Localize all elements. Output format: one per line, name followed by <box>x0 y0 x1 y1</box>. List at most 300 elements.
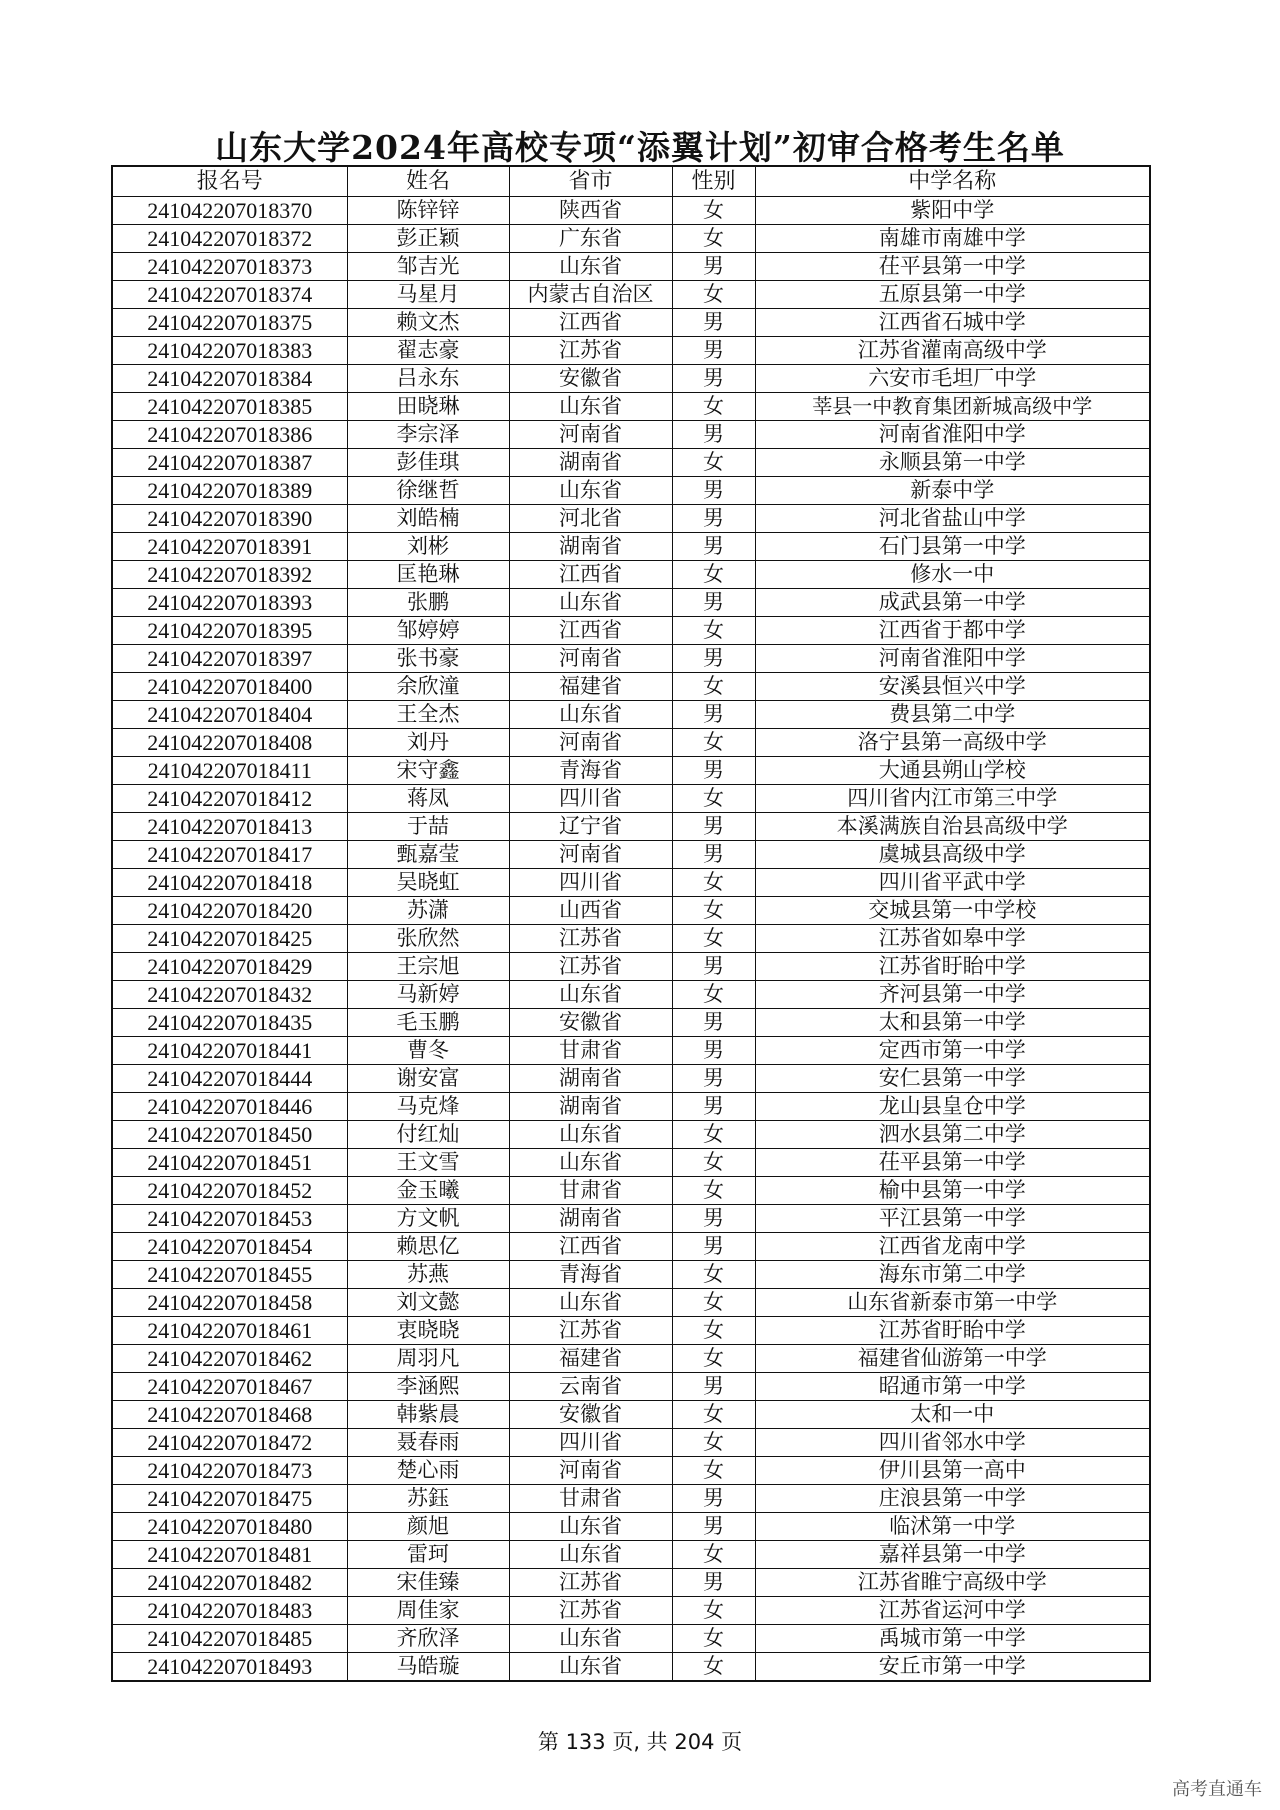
table-row <box>112 785 1150 813</box>
province-cell: 湖南省 <box>509 1065 672 1093</box>
gender-cell: 男 <box>672 813 755 841</box>
province-cell: 甘肃省 <box>509 1177 672 1205</box>
name-cell: 刘文懿 <box>347 1289 509 1317</box>
province-cell: 湖南省 <box>509 1093 672 1121</box>
table-row <box>112 337 1150 365</box>
gender-cell: 男 <box>672 477 755 505</box>
name-cell: 刘丹 <box>347 729 509 757</box>
school-cell: 紫阳中学 <box>755 197 1150 225</box>
table-row <box>112 1569 1150 1597</box>
school-cell: 洛宁县第一高级中学 <box>755 729 1150 757</box>
name-cell: 谢安富 <box>347 1065 509 1093</box>
province-cell: 山东省 <box>509 589 672 617</box>
registration-number-cell: 241042207018432 <box>112 981 347 1009</box>
registration-number-cell: 241042207018408 <box>112 729 347 757</box>
province-cell: 安徽省 <box>509 1009 672 1037</box>
name-cell: 甄嘉莹 <box>347 841 509 869</box>
gender-cell: 男 <box>672 533 755 561</box>
table-row <box>112 897 1150 925</box>
registration-number-cell: 241042207018485 <box>112 1625 347 1653</box>
province-cell: 四川省 <box>509 869 672 897</box>
table-row <box>112 505 1150 533</box>
province-cell: 山东省 <box>509 1513 672 1541</box>
gender-cell: 男 <box>672 1093 755 1121</box>
school-cell: 禹城市第一中学 <box>755 1625 1150 1653</box>
province-cell: 山东省 <box>509 253 672 281</box>
registration-number-cell: 241042207018372 <box>112 225 347 253</box>
gender-cell: 女 <box>672 197 755 225</box>
school-cell: 榆中县第一中学 <box>755 1177 1150 1205</box>
province-cell: 山东省 <box>509 393 672 421</box>
name-cell: 彭正颖 <box>347 225 509 253</box>
column-header-gender: 性别 <box>672 166 755 197</box>
school-cell: 费县第二中学 <box>755 701 1150 729</box>
school-cell: 安溪县恒兴中学 <box>755 673 1150 701</box>
table-row <box>112 1401 1150 1429</box>
gender-cell: 女 <box>672 449 755 477</box>
school-cell: 平江县第一中学 <box>755 1205 1150 1233</box>
registration-number-cell: 241042207018411 <box>112 757 347 785</box>
registration-number-cell: 241042207018435 <box>112 1009 347 1037</box>
name-cell: 苏鈺 <box>347 1485 509 1513</box>
table-row <box>112 197 1150 225</box>
table-row <box>112 729 1150 757</box>
name-cell: 韩紫晨 <box>347 1401 509 1429</box>
registration-number-cell: 241042207018458 <box>112 1289 347 1317</box>
table-row <box>112 813 1150 841</box>
table-row <box>112 1541 1150 1569</box>
gender-cell: 女 <box>672 1317 755 1345</box>
school-cell: 莘县一中教育集团新城高级中学 <box>755 393 1150 421</box>
province-cell: 山东省 <box>509 701 672 729</box>
name-cell: 苏燕 <box>347 1261 509 1289</box>
school-cell: 江苏省盱眙中学 <box>755 953 1150 981</box>
registration-number-cell: 241042207018392 <box>112 561 347 589</box>
registration-number-cell: 241042207018475 <box>112 1485 347 1513</box>
name-cell: 周佳家 <box>347 1597 509 1625</box>
registration-number-cell: 241042207018441 <box>112 1037 347 1065</box>
gender-cell: 男 <box>672 1065 755 1093</box>
registration-number-cell: 241042207018391 <box>112 533 347 561</box>
school-cell: 泗水县第二中学 <box>755 1121 1150 1149</box>
table-row <box>112 365 1150 393</box>
province-cell: 河南省 <box>509 645 672 673</box>
gender-cell: 男 <box>672 841 755 869</box>
table-row <box>112 1065 1150 1093</box>
gender-cell: 男 <box>672 1485 755 1513</box>
school-cell: 茌平县第一中学 <box>755 1149 1150 1177</box>
table-row <box>112 645 1150 673</box>
name-cell: 于喆 <box>347 813 509 841</box>
province-cell: 江苏省 <box>509 337 672 365</box>
province-cell: 山东省 <box>509 1541 672 1569</box>
gender-cell: 男 <box>672 757 755 785</box>
column-header-province: 省市 <box>509 166 672 197</box>
name-cell: 齐欣泽 <box>347 1625 509 1653</box>
province-cell: 江苏省 <box>509 953 672 981</box>
gender-cell: 男 <box>672 421 755 449</box>
registration-number-cell: 241042207018455 <box>112 1261 347 1289</box>
registration-number-cell: 241042207018387 <box>112 449 347 477</box>
table-row <box>112 869 1150 897</box>
school-cell: 四川省内江市第三中学 <box>755 785 1150 813</box>
name-cell: 楚心雨 <box>347 1457 509 1485</box>
school-cell: 福建省仙游第一中学 <box>755 1345 1150 1373</box>
table-row <box>112 1177 1150 1205</box>
gender-cell: 女 <box>672 281 755 309</box>
school-cell: 五原县第一中学 <box>755 281 1150 309</box>
table-row <box>112 1205 1150 1233</box>
table-row <box>112 533 1150 561</box>
gender-cell: 女 <box>672 1653 755 1682</box>
province-cell: 四川省 <box>509 1429 672 1457</box>
school-cell: 太和县第一中学 <box>755 1009 1150 1037</box>
gender-cell: 男 <box>672 701 755 729</box>
province-cell: 江西省 <box>509 309 672 337</box>
school-cell: 山东省新泰市第一中学 <box>755 1289 1150 1317</box>
name-cell: 张鹏 <box>347 589 509 617</box>
name-cell: 刘皓楠 <box>347 505 509 533</box>
gender-cell: 女 <box>672 785 755 813</box>
gender-cell: 男 <box>672 1009 755 1037</box>
table-row <box>112 1121 1150 1149</box>
gender-cell: 女 <box>672 1149 755 1177</box>
school-cell: 河南省淮阳中学 <box>755 645 1150 673</box>
registration-number-cell: 241042207018400 <box>112 673 347 701</box>
school-cell: 四川省平武中学 <box>755 869 1150 897</box>
province-cell: 河北省 <box>509 505 672 533</box>
name-cell: 毛玉鹏 <box>347 1009 509 1037</box>
registration-number-cell: 241042207018483 <box>112 1597 347 1625</box>
name-cell: 徐继哲 <box>347 477 509 505</box>
province-cell: 山东省 <box>509 1149 672 1177</box>
province-cell: 江西省 <box>509 561 672 589</box>
registration-number-cell: 241042207018429 <box>112 953 347 981</box>
table-row <box>112 981 1150 1009</box>
school-cell: 六安市毛坦厂中学 <box>755 365 1150 393</box>
province-cell: 湖南省 <box>509 449 672 477</box>
registration-number-cell: 241042207018384 <box>112 365 347 393</box>
table-row <box>112 421 1150 449</box>
gender-cell: 男 <box>672 505 755 533</box>
registration-number-cell: 241042207018413 <box>112 813 347 841</box>
province-cell: 青海省 <box>509 1261 672 1289</box>
school-cell: 江苏省运河中学 <box>755 1597 1150 1625</box>
school-cell: 修水一中 <box>755 561 1150 589</box>
province-cell: 河南省 <box>509 729 672 757</box>
registration-number-cell: 241042207018390 <box>112 505 347 533</box>
gender-cell: 女 <box>672 1401 755 1429</box>
school-cell: 江苏省如皋中学 <box>755 925 1150 953</box>
table-row <box>112 1373 1150 1401</box>
gender-cell: 女 <box>672 897 755 925</box>
registration-number-cell: 241042207018393 <box>112 589 347 617</box>
registration-number-cell: 241042207018404 <box>112 701 347 729</box>
registration-number-cell: 241042207018375 <box>112 309 347 337</box>
table-row <box>112 1289 1150 1317</box>
school-cell: 南雄市南雄中学 <box>755 225 1150 253</box>
school-cell: 交城县第一中学校 <box>755 897 1150 925</box>
school-cell: 成武县第一中学 <box>755 589 1150 617</box>
province-cell: 辽宁省 <box>509 813 672 841</box>
registration-number-cell: 241042207018453 <box>112 1205 347 1233</box>
name-cell: 马皓璇 <box>347 1653 509 1682</box>
school-cell: 石门县第一中学 <box>755 533 1150 561</box>
school-cell: 虞城县高级中学 <box>755 841 1150 869</box>
registration-number-cell: 241042207018461 <box>112 1317 347 1345</box>
column-header-name: 姓名 <box>347 166 509 197</box>
table-row <box>112 1149 1150 1177</box>
table-row <box>112 617 1150 645</box>
province-cell: 内蒙古自治区 <box>509 281 672 309</box>
name-cell: 蒋凤 <box>347 785 509 813</box>
school-cell: 永顺县第一中学 <box>755 449 1150 477</box>
school-cell: 安仁县第一中学 <box>755 1065 1150 1093</box>
gender-cell: 女 <box>672 225 755 253</box>
table-row <box>112 477 1150 505</box>
name-cell: 赖思亿 <box>347 1233 509 1261</box>
school-cell: 江西省于都中学 <box>755 617 1150 645</box>
province-cell: 江苏省 <box>509 925 672 953</box>
name-cell: 聂春雨 <box>347 1429 509 1457</box>
table-row <box>112 757 1150 785</box>
school-cell: 齐河县第一中学 <box>755 981 1150 1009</box>
name-cell: 雷珂 <box>347 1541 509 1569</box>
province-cell: 甘肃省 <box>509 1485 672 1513</box>
registration-number-cell: 241042207018417 <box>112 841 347 869</box>
name-cell: 张欣然 <box>347 925 509 953</box>
table-row <box>112 1317 1150 1345</box>
registration-number-cell: 241042207018418 <box>112 869 347 897</box>
province-cell: 山东省 <box>509 981 672 1009</box>
table-body <box>112 197 1150 1682</box>
gender-cell: 男 <box>672 1205 755 1233</box>
table-row <box>112 1345 1150 1373</box>
registration-number-cell: 241042207018473 <box>112 1457 347 1485</box>
province-cell: 安徽省 <box>509 1401 672 1429</box>
school-cell: 昭通市第一中学 <box>755 1373 1150 1401</box>
gender-cell: 男 <box>672 589 755 617</box>
province-cell: 山西省 <box>509 897 672 925</box>
registration-number-cell: 241042207018481 <box>112 1541 347 1569</box>
gender-cell: 男 <box>672 1569 755 1597</box>
name-cell: 付红灿 <box>347 1121 509 1149</box>
page-title: 山东大学2024年高校专项“添翼计划”初审合格考生名单 <box>215 128 1065 167</box>
gender-cell: 女 <box>672 729 755 757</box>
school-cell: 伊川县第一高中 <box>755 1457 1150 1485</box>
table-row <box>112 1261 1150 1289</box>
name-cell: 王全杰 <box>347 701 509 729</box>
name-cell: 颜旭 <box>347 1513 509 1541</box>
school-cell: 庄浪县第一中学 <box>755 1485 1150 1513</box>
gender-cell: 女 <box>672 393 755 421</box>
province-cell: 江西省 <box>509 1233 672 1261</box>
gender-cell: 女 <box>672 617 755 645</box>
province-cell: 湖南省 <box>509 1205 672 1233</box>
table-row <box>112 1457 1150 1485</box>
gender-cell: 女 <box>672 1625 755 1653</box>
school-cell: 定西市第一中学 <box>755 1037 1150 1065</box>
table-row <box>112 589 1150 617</box>
name-cell: 周羽凡 <box>347 1345 509 1373</box>
registration-number-cell: 241042207018370 <box>112 197 347 225</box>
province-cell: 河南省 <box>509 421 672 449</box>
province-cell: 江苏省 <box>509 1597 672 1625</box>
gender-cell: 女 <box>672 1541 755 1569</box>
table-row <box>112 953 1150 981</box>
school-cell: 江西省龙南中学 <box>755 1233 1150 1261</box>
gender-cell: 女 <box>672 925 755 953</box>
name-cell: 曹冬 <box>347 1037 509 1065</box>
gender-cell: 男 <box>672 309 755 337</box>
province-cell: 青海省 <box>509 757 672 785</box>
school-cell: 海东市第二中学 <box>755 1261 1150 1289</box>
gender-cell: 女 <box>672 673 755 701</box>
name-cell: 宋守鑫 <box>347 757 509 785</box>
table-row <box>112 1093 1150 1121</box>
table-row <box>112 673 1150 701</box>
gender-cell: 女 <box>672 1597 755 1625</box>
name-cell: 匡艳琳 <box>347 561 509 589</box>
gender-cell: 男 <box>672 1037 755 1065</box>
registration-number-cell: 241042207018462 <box>112 1345 347 1373</box>
school-cell: 茌平县第一中学 <box>755 253 1150 281</box>
province-cell: 江苏省 <box>509 1569 672 1597</box>
province-cell: 江苏省 <box>509 1317 672 1345</box>
table-row <box>112 393 1150 421</box>
table-row <box>112 561 1150 589</box>
registration-number-cell: 241042207018425 <box>112 925 347 953</box>
registration-number-cell: 241042207018395 <box>112 617 347 645</box>
school-cell: 新泰中学 <box>755 477 1150 505</box>
name-cell: 刘彬 <box>347 533 509 561</box>
table-header-row <box>112 166 1150 197</box>
table-row <box>112 1429 1150 1457</box>
registration-number-cell: 241042207018472 <box>112 1429 347 1457</box>
gender-cell: 女 <box>672 1121 755 1149</box>
registration-number-cell: 241042207018480 <box>112 1513 347 1541</box>
table-row <box>112 1625 1150 1653</box>
school-cell: 江苏省灌南高级中学 <box>755 337 1150 365</box>
gender-cell: 男 <box>672 253 755 281</box>
table-row <box>112 1597 1150 1625</box>
name-cell: 吴晓虹 <box>347 869 509 897</box>
gender-cell: 男 <box>672 1233 755 1261</box>
gender-cell: 女 <box>672 1261 755 1289</box>
gender-cell: 男 <box>672 645 755 673</box>
province-cell: 四川省 <box>509 785 672 813</box>
school-cell: 江西省石城中学 <box>755 309 1150 337</box>
watermark: 高考直通车 <box>1172 1779 1262 1800</box>
name-cell: 宋佳臻 <box>347 1569 509 1597</box>
name-cell: 王宗旭 <box>347 953 509 981</box>
column-header-school: 中学名称 <box>755 166 1150 197</box>
registration-number-cell: 241042207018374 <box>112 281 347 309</box>
province-cell: 福建省 <box>509 1345 672 1373</box>
province-cell: 广东省 <box>509 225 672 253</box>
registration-number-cell: 241042207018373 <box>112 253 347 281</box>
province-cell: 江西省 <box>509 617 672 645</box>
name-cell: 邹吉光 <box>347 253 509 281</box>
school-cell: 河北省盐山中学 <box>755 505 1150 533</box>
table-row <box>112 449 1150 477</box>
gender-cell: 男 <box>672 365 755 393</box>
registration-number-cell: 241042207018452 <box>112 1177 347 1205</box>
name-cell: 李涵熙 <box>347 1373 509 1401</box>
name-cell: 吕永东 <box>347 365 509 393</box>
school-cell: 安丘市第一中学 <box>755 1653 1150 1682</box>
registration-number-cell: 241042207018383 <box>112 337 347 365</box>
name-cell: 翟志豪 <box>347 337 509 365</box>
gender-cell: 女 <box>672 869 755 897</box>
registration-number-cell: 241042207018389 <box>112 477 347 505</box>
name-cell: 王文雪 <box>347 1149 509 1177</box>
candidate-table <box>111 165 1151 1682</box>
gender-cell: 男 <box>672 337 755 365</box>
gender-cell: 女 <box>672 1429 755 1457</box>
name-cell: 陈锌锌 <box>347 197 509 225</box>
table-row <box>112 309 1150 337</box>
table-row <box>112 281 1150 309</box>
registration-number-cell: 241042207018454 <box>112 1233 347 1261</box>
school-cell: 河南省淮阳中学 <box>755 421 1150 449</box>
name-cell: 金玉曦 <box>347 1177 509 1205</box>
province-cell: 甘肃省 <box>509 1037 672 1065</box>
gender-cell: 女 <box>672 561 755 589</box>
province-cell: 河南省 <box>509 1457 672 1485</box>
school-cell: 大通县朔山学校 <box>755 757 1150 785</box>
registration-number-cell: 241042207018446 <box>112 1093 347 1121</box>
province-cell: 安徽省 <box>509 365 672 393</box>
registration-number-cell: 241042207018386 <box>112 421 347 449</box>
gender-cell: 女 <box>672 1457 755 1485</box>
school-cell: 四川省邻水中学 <box>755 1429 1150 1457</box>
province-cell: 云南省 <box>509 1373 672 1401</box>
table-row <box>112 841 1150 869</box>
province-cell: 山东省 <box>509 1625 672 1653</box>
table-row <box>112 1037 1150 1065</box>
name-cell: 马星月 <box>347 281 509 309</box>
registration-number-cell: 241042207018451 <box>112 1149 347 1177</box>
name-cell: 张书豪 <box>347 645 509 673</box>
province-cell: 陕西省 <box>509 197 672 225</box>
page-footer: 第 133 页, 共 204 页 <box>537 1730 743 1754</box>
registration-number-cell: 241042207018420 <box>112 897 347 925</box>
registration-number-cell: 241042207018482 <box>112 1569 347 1597</box>
province-cell: 山东省 <box>509 1121 672 1149</box>
name-cell: 邹婷婷 <box>347 617 509 645</box>
gender-cell: 男 <box>672 1513 755 1541</box>
column-header-registration-number: 报名号 <box>112 166 347 197</box>
school-cell: 太和一中 <box>755 1401 1150 1429</box>
school-cell: 江苏省盱眙中学 <box>755 1317 1150 1345</box>
registration-number-cell: 241042207018397 <box>112 645 347 673</box>
province-cell: 河南省 <box>509 841 672 869</box>
school-cell: 临沭第一中学 <box>755 1513 1150 1541</box>
province-cell: 湖南省 <box>509 533 672 561</box>
gender-cell: 女 <box>672 1345 755 1373</box>
name-cell: 田晓琳 <box>347 393 509 421</box>
province-cell: 山东省 <box>509 1653 672 1682</box>
gender-cell: 男 <box>672 1373 755 1401</box>
table-row <box>112 925 1150 953</box>
registration-number-cell: 241042207018493 <box>112 1653 347 1682</box>
table-row <box>112 1653 1150 1682</box>
name-cell: 马新婷 <box>347 981 509 1009</box>
table-row <box>112 225 1150 253</box>
table-row <box>112 1513 1150 1541</box>
registration-number-cell: 241042207018468 <box>112 1401 347 1429</box>
